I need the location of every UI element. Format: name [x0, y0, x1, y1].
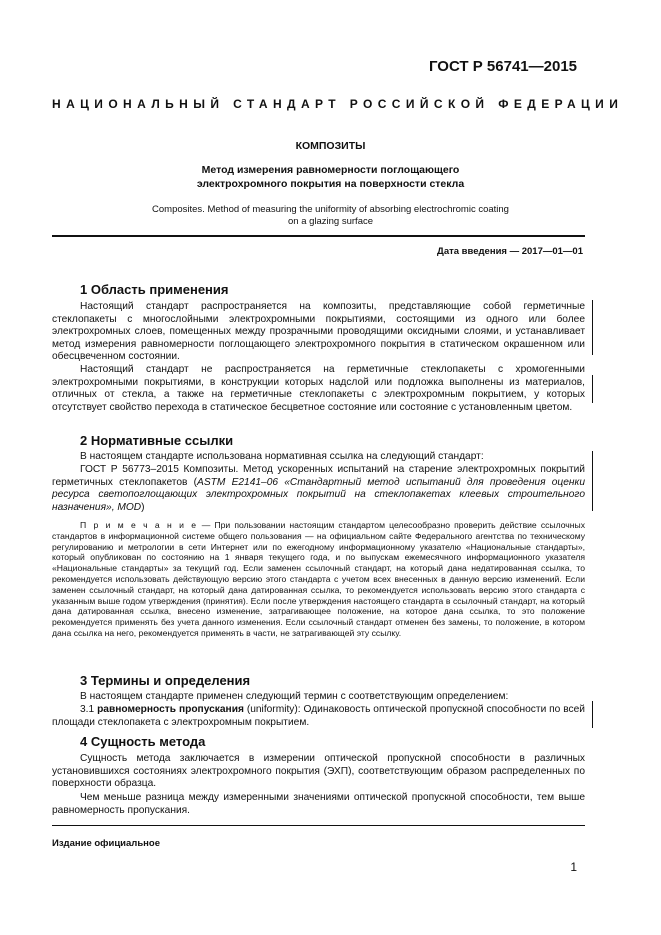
introduction-date: Дата введения — 2017—01—01 [437, 246, 583, 257]
section-4-heading: 4 Сущность метода [80, 734, 206, 749]
section-2-heading: 2 Нормативные ссылки [80, 433, 234, 448]
edition-label: Издание официальное [52, 838, 160, 849]
title-ru-line-2: электрохромного покрытия на поверхности стекла [196, 178, 465, 190]
reference-end: ) [141, 501, 145, 513]
section-2-paragraph-1: В настоящем стандарте использована нормативная ссылка на следующий стандарт: [80, 451, 484, 462]
margin-bar-2 [592, 375, 593, 403]
section-3-paragraph-1: В настоящем стандарте применен следующий термин с соответствующим определением: [80, 691, 509, 702]
term-definition: (uniformity): Одинаковость оптической пропускной способности по всей площади стеклопакета с электрохромным покрытием. [52, 704, 585, 728]
note-text: — При пользовании настоящим стандартом целесообразно проверить действие ссылочных стандартов в информационной системе общего пользования — на официальном сайте Федерального агентства по техническому регулированию и метрологии в сети Интернет или по ежегодному информационному указателю «Национальные стандарты», который опубликован по состоянию на 1 января текущего года, и по выпускам ежемесячного информационного указателя «Национальные стандарты» за текущий год. Если заменен ссылочный стандарт, на который дана недатированная ссылка, то рекомендуется использовать действующую версию этого стандарта с учетом всех внесенных в данную версию изменений. Если заменен ссылочный стандарт, на который дана датированная ссылка, то рекомендуется использовать версию этого стандарта с указанным выше годом утверждения (принятия). Если после утверждения настоящего стандарта в ссылочный стандарт, на который дана датированная ссылка, внесено изменение, затрагивающее положение, на которое дана ссылка, то это положение рекомендуется применять без учета данного изменения. Если ссылочный стандарт отменен без замены, то положение, в котором дана ссылка на него, рекомендуется применять в части, не затрагивающей эту ссылку. [52, 520, 586, 638]
term-name: равномерность пропускания [97, 704, 244, 715]
national-standard-banner: НАЦИОНАЛЬНЫЙ СТАНДАРТ РОССИЙСКОЙ ФЕДЕРАЦИИ [52, 97, 624, 111]
section-2-note [52, 520, 585, 639]
standard-section-title: КОМПОЗИТЫ [295, 140, 366, 152]
title-en-line-2: on a glazing surface [287, 216, 374, 227]
document-code: ГОСТ Р 56741—2015 [428, 58, 577, 75]
section-4-paragraph-1: Сущность метода заключается в измерении оптической пропускной способности в различных установившихся состояниях электрохромного покрытия (ЭХП), соответствующим образом распределенных по поверхности образца. [52, 753, 585, 790]
reference-italic: ASTM E2141–06 «Стандартный метод испытаний для проведения оценки ресурса светопоглощающих электрохромных покрытий на стеклопакетах клеевых строительного назначения», MOD [52, 476, 585, 513]
title-en-line-1: Composites. Method of measuring the uniformity of absorbing electrochromic coating [152, 204, 509, 215]
title-ru-line-1: Метод измерения равномерности поглощающего [201, 164, 460, 176]
section-2-reference [52, 464, 585, 514]
page-number: 1 [570, 860, 577, 874]
section-1-heading: 1 Область применения [80, 282, 229, 297]
section-4-paragraph-2: Чем меньше разница между измеренными значениями оптической пропускной способности, тем выше равномерность пропускания. [52, 792, 585, 816]
note-label: П р и м е ч а н и е [80, 520, 198, 530]
margin-bar-1 [592, 300, 593, 355]
margin-bar-3 [592, 451, 593, 511]
section-1-paragraph-1: Настоящий стандарт распространяется на композиты, представляющие собой герметичные стеклопакеты с многослойными электрохромными покрытиями, состоящими из одного или более электрохромных слоев, помещенных между прозрачными проводящими оксидными слоями, и устанавливает метод измерения равномерности поглощающего электрохромного покрытия в статическом окрашенном или обесцвеченном состоянии. [52, 301, 585, 363]
margin-bar-4 [592, 701, 593, 728]
term-number: 3.1 [80, 704, 98, 715]
section-1-paragraph-2: Настоящий стандарт не распространяется на герметичные стеклопакеты с хромогенными электрохромными покрытиями, в конструкции которых надслой или подложка выполнены из материалов, отличных от стекла, а также на герметичные стеклопакеты с электрохромным покрытием, у которых отсутствует свойство перехода в статическое бесцветное состояние или состояние с установленным цветом. [52, 364, 585, 413]
section-3-term [52, 704, 585, 729]
reference-text: ГОСТ Р 56773–2015 Композиты. Метод ускоренных испытаний на старение электрохромных покрытий герметичных стеклопакетов ( [52, 464, 585, 488]
top-divider [52, 235, 585, 237]
standard-title-ru [0, 163, 661, 191]
section-3-heading: 3 Термины и определения [80, 673, 251, 688]
bottom-divider [52, 825, 585, 826]
standard-title-en [0, 204, 661, 228]
